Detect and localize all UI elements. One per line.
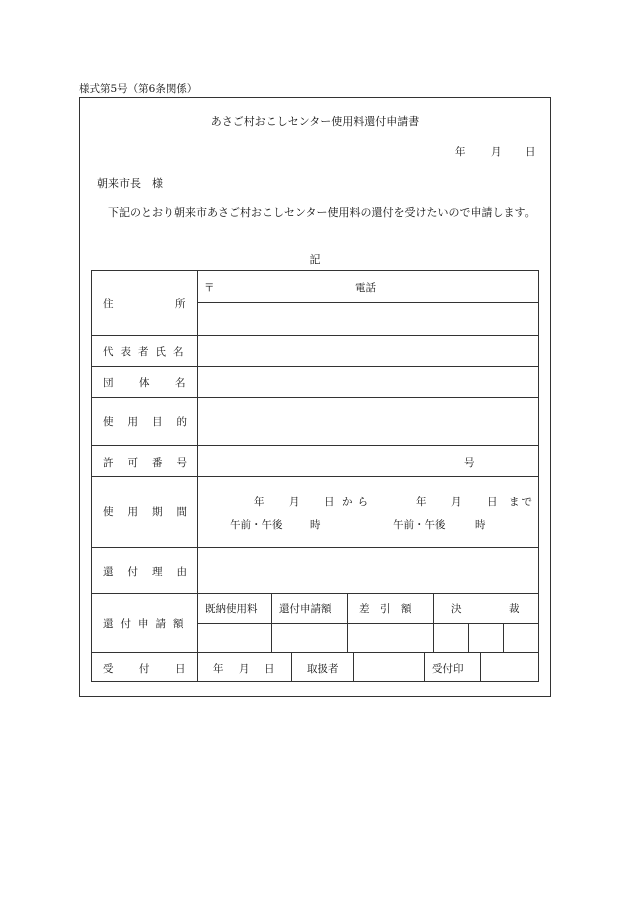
- approval-header-2: 裁: [509, 603, 520, 615]
- permit-label: 許可番号: [103, 457, 201, 469]
- ki-heading: 記: [309, 253, 321, 266]
- form-number-label: 様式第5号（第6条関係）: [79, 83, 198, 95]
- period-to-day: 日: [487, 496, 498, 508]
- date-year: 年: [455, 146, 466, 158]
- permit-suffix: 号: [464, 457, 475, 469]
- group-label-2: 体: [139, 377, 150, 389]
- period-from-day: 日: [324, 496, 335, 508]
- group-field[interactable]: [201, 369, 533, 395]
- paid-fee-field[interactable]: [200, 626, 268, 650]
- purpose-field[interactable]: [201, 400, 533, 443]
- date-month: 月: [491, 146, 502, 158]
- request-amount-field[interactable]: [274, 626, 344, 650]
- reception-label-3: 日: [175, 663, 186, 675]
- group-label-3: 名: [175, 377, 186, 389]
- approval-header-1: 決: [451, 603, 462, 615]
- request-amount-header: 還付申請額: [279, 603, 332, 615]
- reason-field[interactable]: [201, 550, 533, 590]
- reception-month: 月: [239, 663, 250, 675]
- period-from-ampm: 午前・午後: [230, 519, 283, 531]
- application-table: [91, 270, 539, 682]
- difference-field[interactable]: [350, 626, 430, 650]
- addressee: 朝来市長 様: [97, 177, 163, 190]
- address-field[interactable]: [201, 306, 533, 333]
- representative-label: 代表者氏名: [103, 346, 191, 358]
- period-from-hour: 時: [310, 519, 321, 531]
- form-title: あさご村おこしセンター使用料還付申請書: [210, 115, 420, 128]
- reason-label: 還付理由: [103, 566, 201, 578]
- reception-stamp-label: 受付印: [432, 663, 464, 675]
- date-day: 日: [525, 146, 536, 158]
- difference-header: 差 引 額: [359, 603, 412, 615]
- period-from-year: 年: [254, 496, 265, 508]
- reception-label-2: 付: [139, 663, 150, 675]
- period-from-word: から: [342, 496, 373, 508]
- postal-mark: 〒: [204, 282, 215, 294]
- phone-label: 電話: [355, 282, 376, 294]
- period-to-month: 月: [451, 496, 462, 508]
- representative-field[interactable]: [201, 338, 533, 364]
- request-body-text: 下記のとおり朝来市あさご村おこしセンター使用料の還付を受けたいので申請します。: [108, 206, 536, 219]
- group-label-1: 団: [103, 377, 114, 389]
- period-to-ampm: 午前・午後: [393, 519, 446, 531]
- period-to-hour: 時: [475, 519, 486, 531]
- period-label: 使用期間: [103, 506, 201, 518]
- period-to-year: 年: [416, 496, 427, 508]
- period-from-month: 月: [289, 496, 300, 508]
- reception-label-1: 受: [103, 663, 114, 675]
- purpose-label: 使用目的: [103, 416, 201, 428]
- address-label-1: 住: [103, 298, 114, 310]
- handler-label: 取扱者: [307, 663, 339, 675]
- address-label-2: 所: [175, 298, 186, 310]
- reception-year: 年: [213, 663, 224, 675]
- reception-day: 日: [264, 663, 275, 675]
- refund-label: 還付申請額: [103, 618, 191, 630]
- paid-fee-header: 既納使用料: [205, 603, 258, 615]
- period-to-word: まで: [509, 496, 534, 508]
